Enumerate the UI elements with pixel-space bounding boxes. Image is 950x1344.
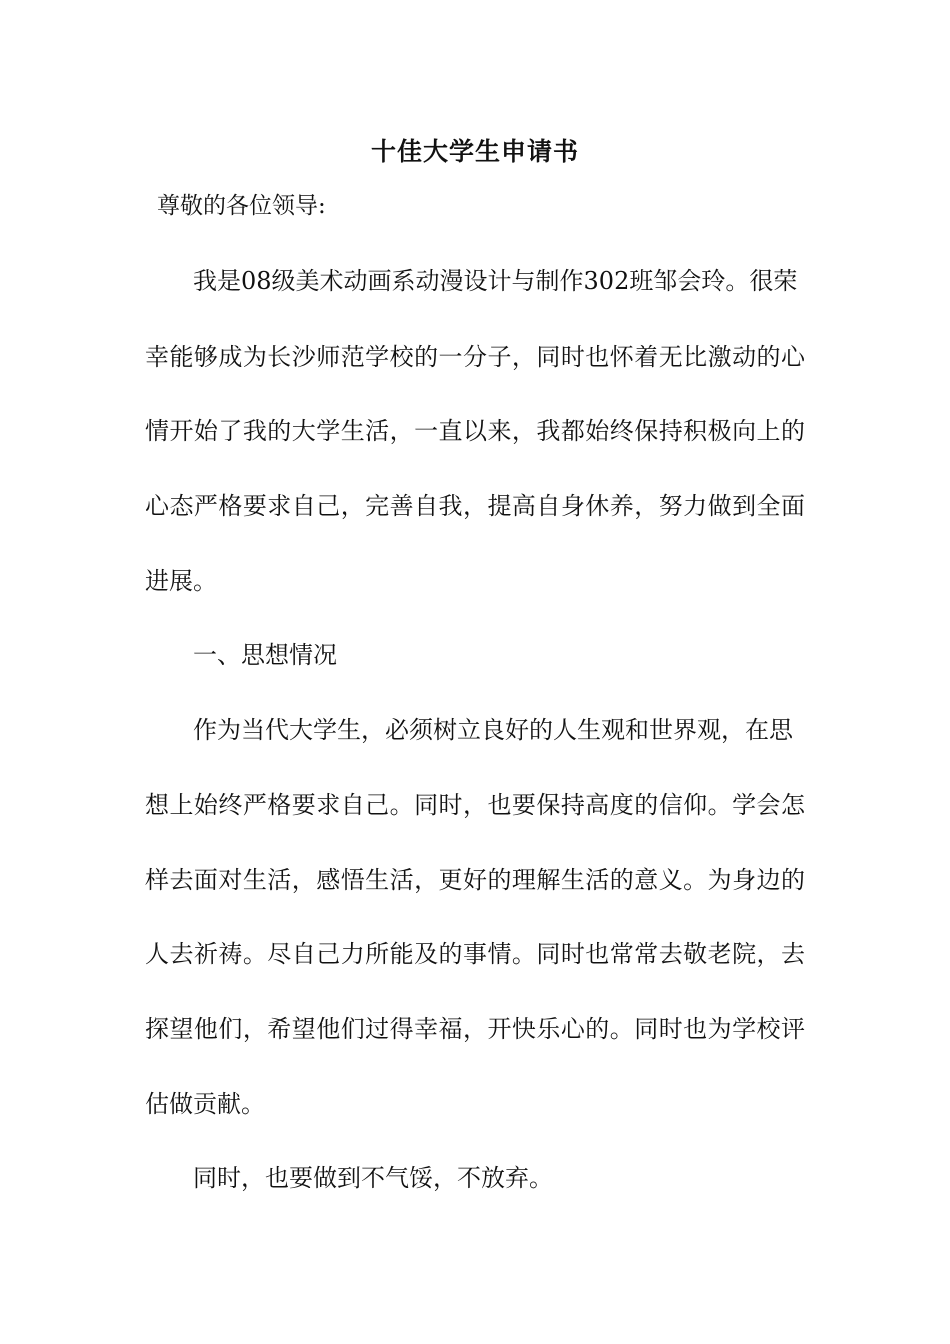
paragraph-line: 人去祈祷。尽自己力所能及的事情。同时也常常去敬老院，去 <box>145 940 805 968</box>
paragraph-line: 作为当代大学生，必须树立良好的人生观和世界观，在思 <box>193 716 793 744</box>
paragraph-line: 我是08级美术动画系动漫设计与制作302班邹会玲。很荣 <box>193 267 798 295</box>
document-title: 十佳大学生申请书 <box>370 137 579 166</box>
salutation: 尊敬的各位领导: <box>157 193 326 219</box>
paragraph-line: 同时，也要做到不气馁，不放弃。 <box>193 1164 553 1192</box>
paragraph-line: 进展。 <box>145 567 217 595</box>
paragraph-line: 心态严格要求自己，完善自我，提高自身休养，努力做到全面 <box>145 492 805 520</box>
section-heading: 一、思想情况 <box>193 641 337 669</box>
paragraph-line: 情开始了我的大学生活，一直以来，我都始终保持积极向上的 <box>145 417 805 445</box>
paragraph-line: 样去面对生活，感悟生活，更好的理解生活的意义。为身边的 <box>145 866 805 894</box>
paragraph-line: 探望他们，希望他们过得幸福，开快乐心的。同时也为学校评 <box>145 1015 805 1043</box>
paragraph-line: 估做贡献。 <box>145 1090 265 1118</box>
paragraph-line: 想上始终严格要求自己。同时，也要保持高度的信仰。学会怎 <box>145 791 805 819</box>
paragraph-line: 幸能够成为长沙师范学校的一分子，同时也怀着无比激动的心 <box>145 343 805 371</box>
